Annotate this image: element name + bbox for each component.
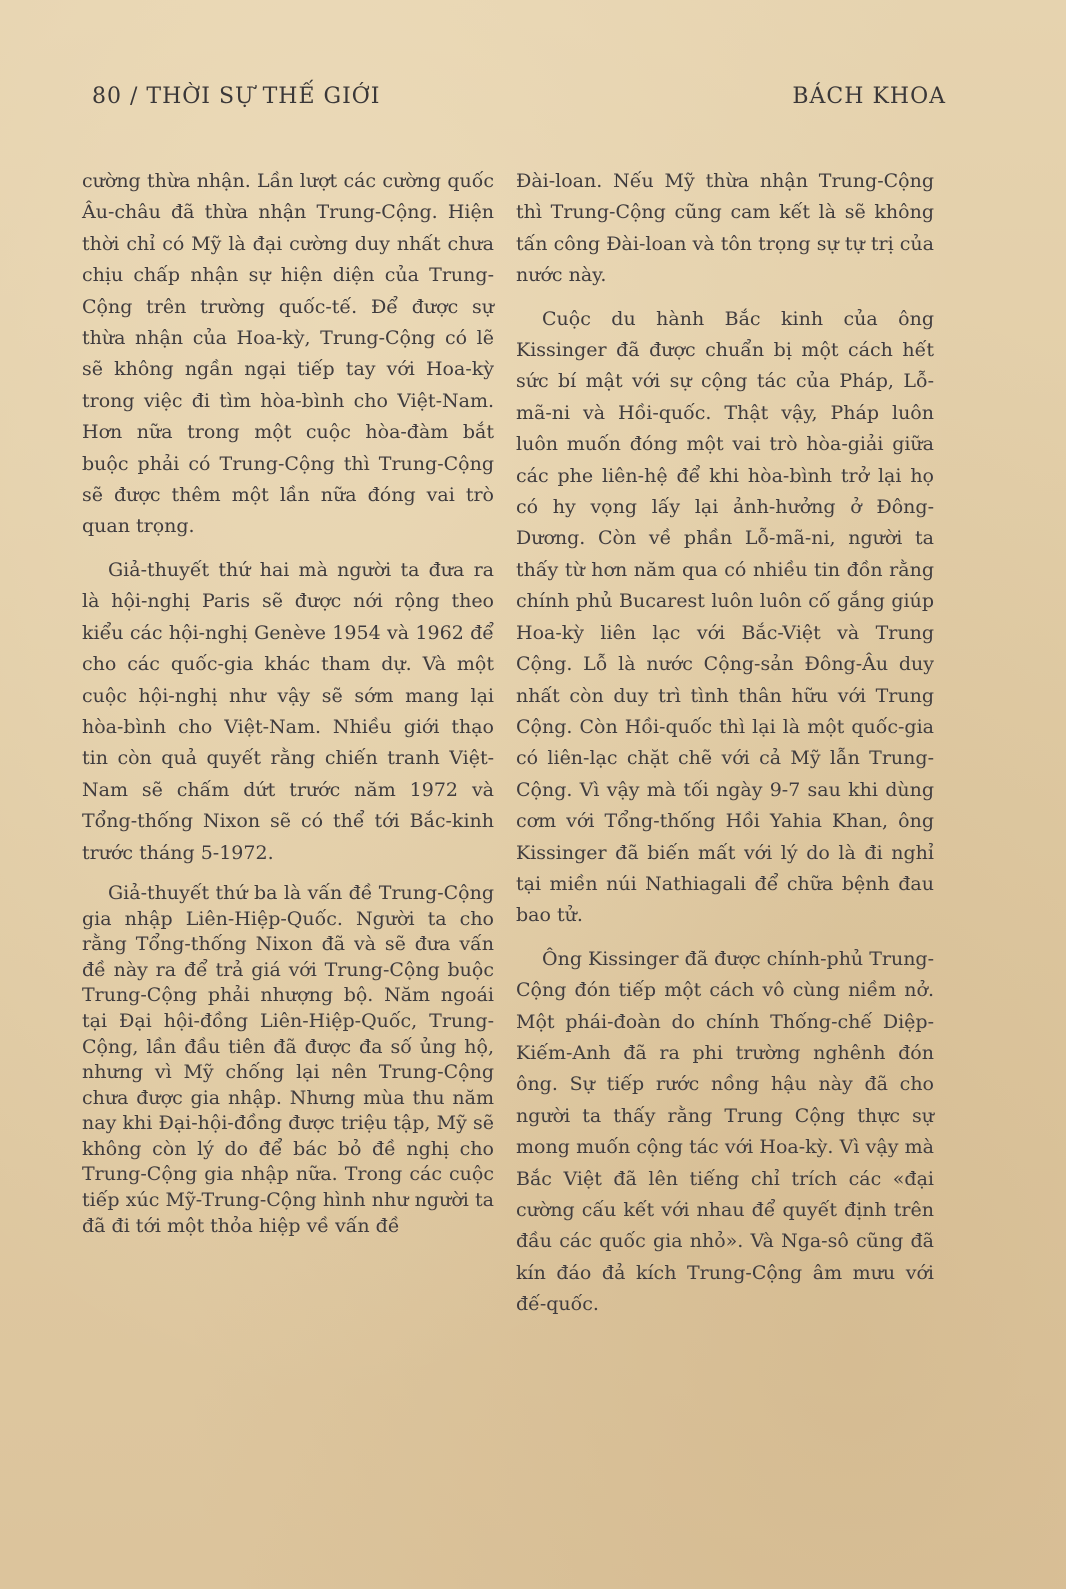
magazine-title: BÁCH KHOA [792,84,946,109]
section-title: THỜI SỰ THẾ GIỚI [146,84,381,109]
header-left [92,84,381,109]
paragraph-left-2: Giả-thuyết thứ hai mà người ta đưa ra là hội-nghị Paris sẽ được nới rộng theo kiểu các hội-nghị Genève 1954 và 1962 để cho các quốc-gia khác tham dự. Và một cuộc hội-nghị như vậy sẽ sớm mang lại hòa-bình cho Việt-Nam. Nhiều giới thạo tin còn quả quyết rằng chiến tranh Việt-Nam sẽ chấm dứt trước năm 1972 và Tổng-thống Nixon sẽ có thể tới Bắc-kinh trước tháng 5-1972. [82,558,494,864]
paragraph-right-2: Cuộc du hành Bắc kinh của ông Kissinger đã được chuẩn bị một cách hết sức bí mật với sự cộng tác của Pháp, Lỗ-mã-ni và Hồi-quốc. Thật vậy, Pháp luôn luôn muốn đóng một vai trò hòa-giải giữa các phe liên-hệ để khi hòa-bình trở lại họ có hy vọng lấy lại ảnh-hưởng ở Đông-Dương. Còn về phần Lỗ-mã-ni, người ta thấy từ hơn năm qua có nhiều tin đồn rằng chính phủ Bucarest luôn luôn cố gắng giúp Hoa-kỳ liên lạc với Bắc-Việt và Trung Cộng. Lỗ là nước Cộng-sản Đông-Âu duy nhất còn duy trì tình thân hữu với Trung Cộng. Còn Hồi-quốc thì lại là một quốc-gia có liên-lạc chặt chẽ với cả Mỹ lẫn Trung-Cộng. Vì vậy mà tối ngày 9-7 sau khi dùng cơm với Tổng-thống Hồi Yahia Khan, ông Kissinger đã biến mất với lý do là đi nghỉ tại miền núi Nathiagali để chữa bệnh đau bao tử. [516,307,934,927]
left-column [82,166,494,1251]
paragraph-right-3: Ông Kissinger đã được chính-phủ Trung-Cộng đón tiếp một cách vô cùng niềm nở. Một phái-đoàn do chính Thống-chế Diệp-Kiếm-Anh đã ra phi trường nghênh đón ông. Sự tiếp rước nồng hậu này đã cho người ta thấy rằng Trung Cộng thực sự mong muốn cộng tác với Hoa-kỳ. Vì vậy mà Bắc Việt đã lên tiếng chỉ trích các «đại cường cấu kết với nhau để quyết định trên đầu các quốc gia nhỏ». Và Nga-sô cũng đã kín đáo đả kích Trung-Cộng âm mưu với đế-quốc. [516,947,935,1316]
page-header [92,84,946,118]
paragraph-right-1: Đài-loan. Nếu Mỹ thừa nhận Trung-Cộng thì Trung-Cộng cũng cam kết là sẽ không tấn công Đài-loan và tôn trọng sự tự trị của nước này. [516,170,934,287]
paragraph-left-3: Giả-thuyết thứ ba là vấn đề Trung-Cộng gia nhập Liên-Hiệp-Quốc. Người ta cho rằng Tổng-thống Nixon đã và sẽ đưa vấn đề này ra để trả giá với Trung-Cộng buộc Trung-Cộng phải nhượng bộ. Năm ngoái tại Đại hội-đồng Liên-Hiệp-Quốc, Trung-Cộng, lần đầu tiên đã được đa số ủng hộ, nhưng vì Mỹ chống lại nên Trung-Cộng chưa được gia nhập. Nhưng mùa thu năm nay khi Đại-hội-đồng được triệu tập, Mỹ sẽ không còn lý do để bác bỏ đề nghị cho Trung-Cộng gia nhập nữa. Trong các cuộc tiếp xúc Mỹ-Trung-Cộng hình như người ta đã đi tới một thỏa hiệp về vấn đề [82,881,494,1237]
right-column [516,166,934,1333]
page-number: 80 / [92,84,139,109]
paragraph-left-1: cường thừa nhận. Lần lượt các cường quốc Âu-châu đã thừa nhận Trung-Cộng. Hiện thời chỉ có Mỹ là đại cường duy nhất chưa chịu chấp nhận sự hiện diện của Trung-Cộng trên trường quốc-tế. Để được sự thừa nhận của Hoa-kỳ, Trung-Cộng có lẽ sẽ không ngần ngại tiếp tay với Hoa-kỳ trong việc đi tìm hòa-bình cho Việt-Nam. Hơn nữa trong một cuộc hòa-đàm bắt buộc phải có Trung-Cộng thì Trung-Cộng sẽ được thêm một lần nữa đóng vai trò quan trọng. [82,170,494,538]
